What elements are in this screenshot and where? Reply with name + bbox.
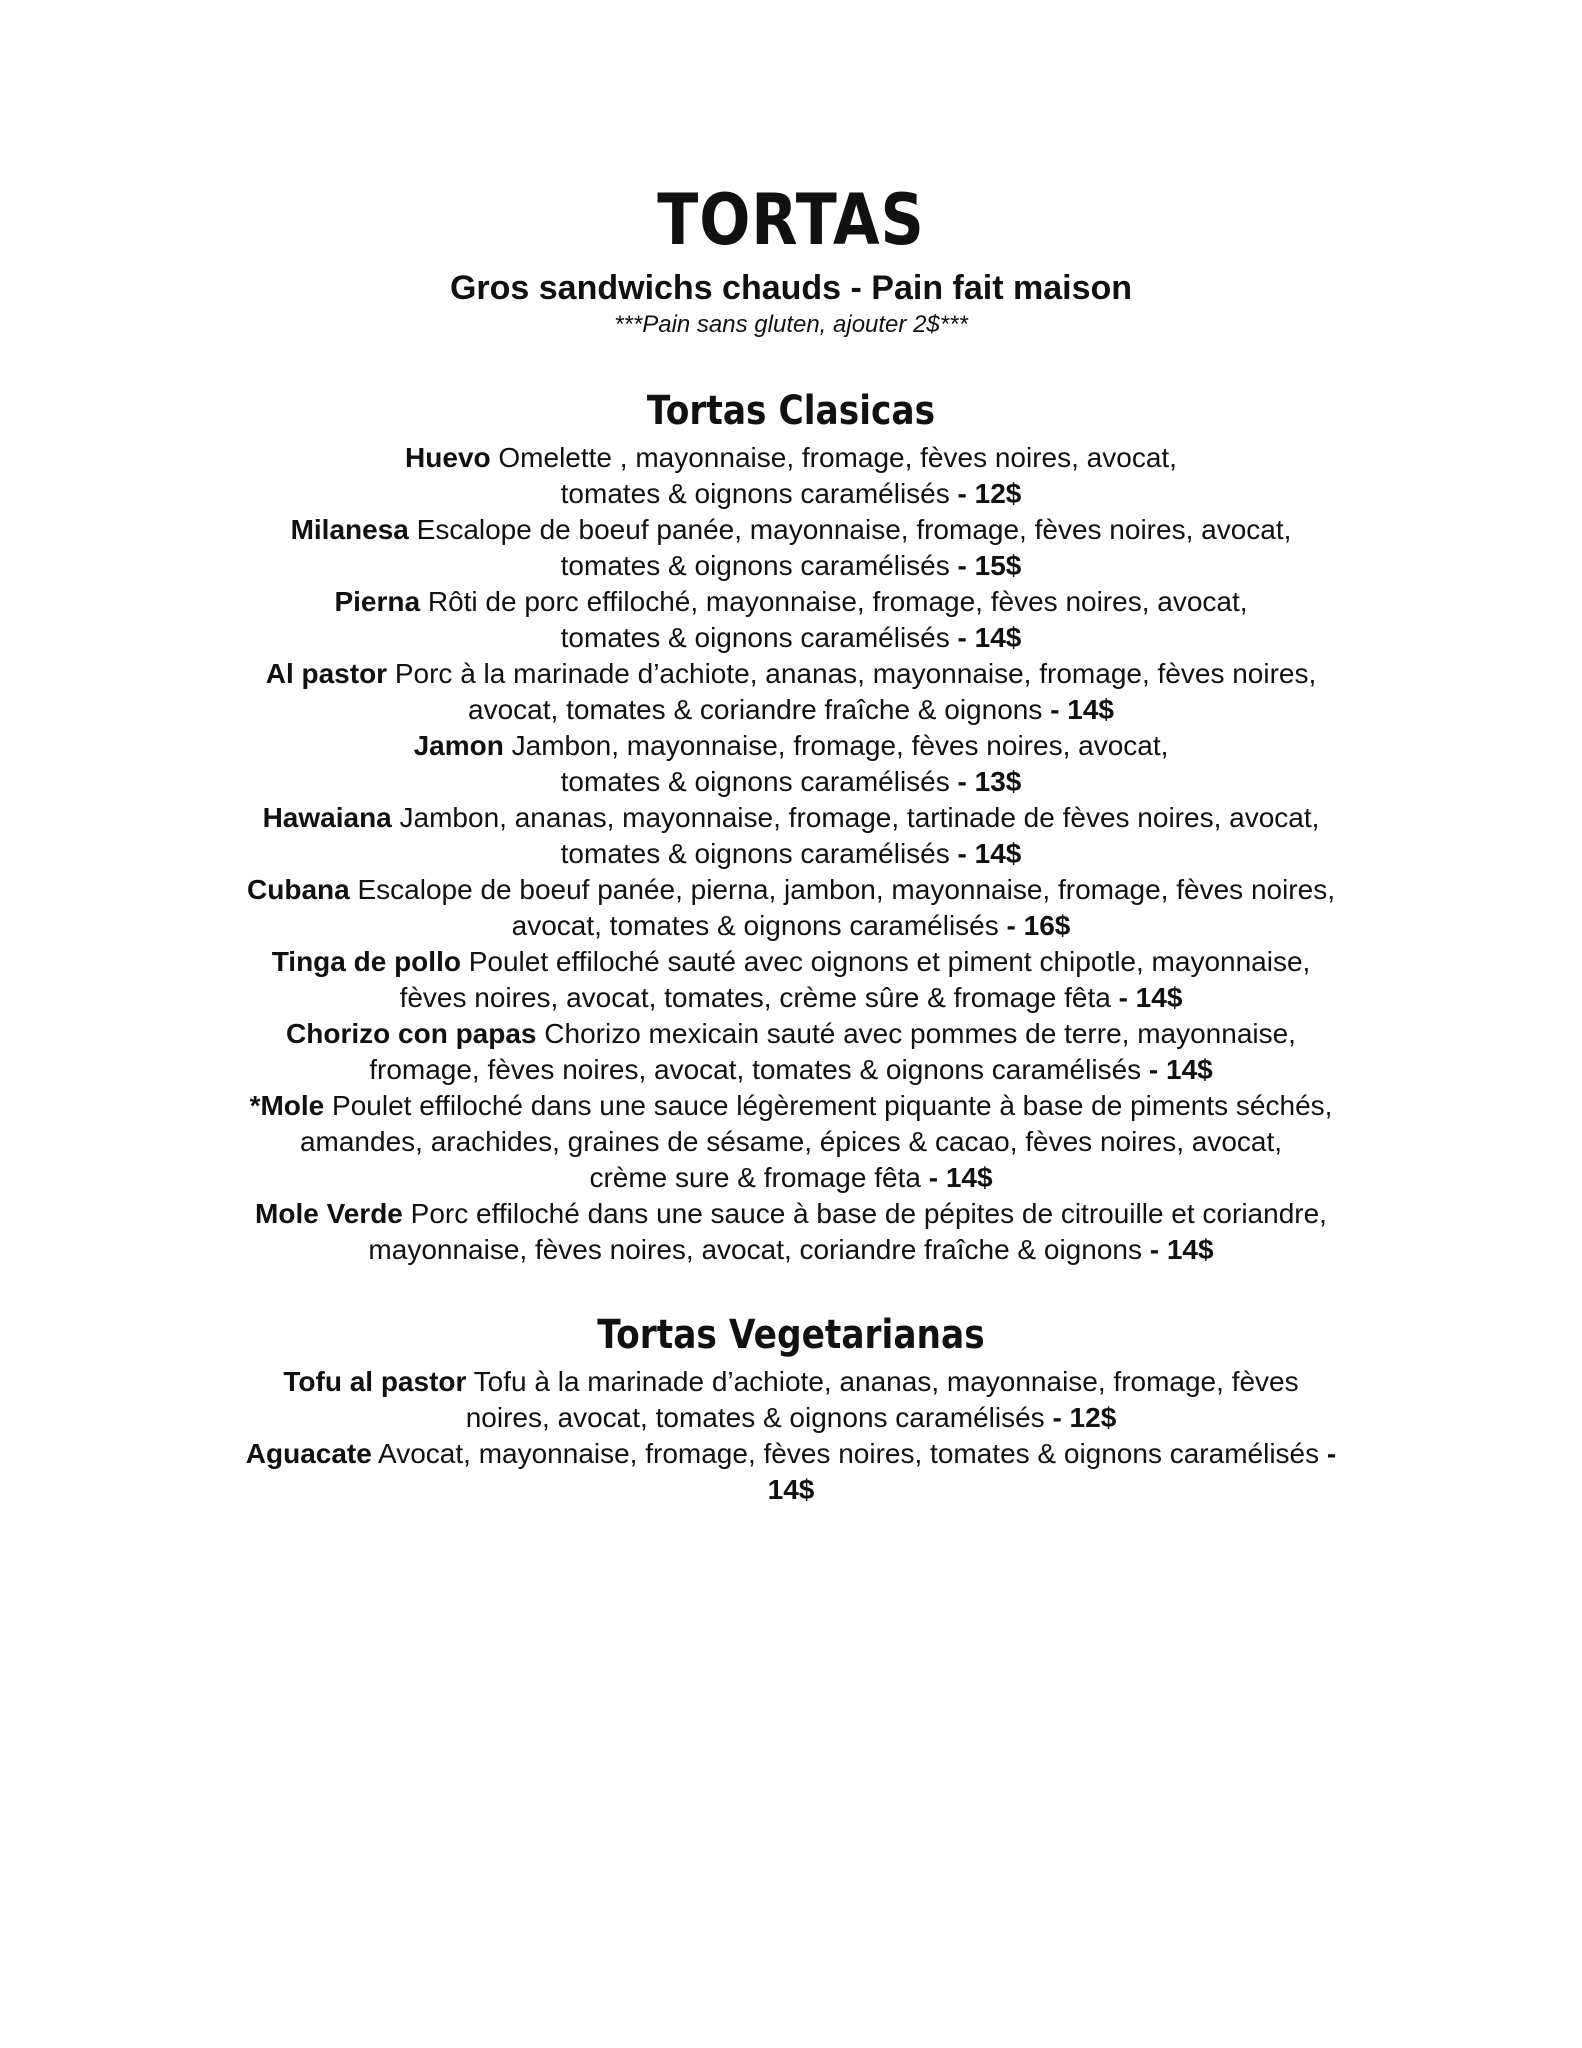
menu-item-description: Poulet effiloché sauté avec oignons et piment chipotle, mayonnaise,	[460, 946, 1311, 977]
menu-item-line	[150, 728, 1432, 764]
menu-item-description: amandes, arachides, graines de sésame, épices & cacao, fèves noires, avocat,	[299, 1126, 1283, 1157]
menu-item-line	[150, 1088, 1432, 1124]
menu-item-name: Jamon	[413, 730, 504, 761]
menu-item-jamon	[150, 728, 1432, 800]
menu-item-line	[150, 1124, 1432, 1160]
menu-item-line	[150, 620, 1432, 656]
menu-item-line	[150, 476, 1432, 512]
menu-item-mole-verde	[150, 1196, 1432, 1268]
menu-item-huevo	[150, 440, 1432, 512]
menu-item-line	[150, 548, 1432, 584]
menu-item-cubana	[150, 872, 1432, 944]
menu-item-hawaiana	[150, 800, 1432, 872]
menu-item-price: - 14$	[949, 838, 1022, 869]
menu-item-line	[150, 836, 1432, 872]
menu-item-name: Hawaiana	[262, 802, 392, 833]
menu-list-tortas-clasicas	[150, 440, 1432, 1268]
menu-item-line	[150, 980, 1432, 1016]
menu-item-price: - 14$	[1141, 1234, 1214, 1265]
menu-item-description: Jambon, ananas, mayonnaise, fromage, tartinade de fèves noires, avocat,	[391, 802, 1320, 833]
menu-item-description: mayonnaise, fèves noires, avocat, coriandre fraîche & oignons	[368, 1234, 1142, 1265]
menu-item-description: Tofu à la marinade d’achiote, ananas, mayonnaise, fromage, fèves	[466, 1366, 1299, 1397]
menu-item-description: noires, avocat, tomates & oignons caramélisés	[465, 1402, 1045, 1433]
menu-item-description: Avocat, mayonnaise, fromage, fèves noires, tomates & oignons caramélisés	[371, 1438, 1320, 1469]
menu-item-description: Jambon, mayonnaise, fromage, fèves noires, avocat,	[503, 730, 1169, 761]
menu-item-description: crème sure & fromage fêta	[589, 1162, 921, 1193]
menu-item-tofu-al-pastor	[150, 1364, 1432, 1436]
menu-item-description: Omelette , mayonnaise, fromage, fèves noires, avocat,	[490, 442, 1177, 473]
menu-item-description: Porc à la marinade d’achiote, ananas, mayonnaise, fromage, fèves noires,	[387, 658, 1317, 689]
section-heading-tortas-vegetarianas: Tortas Vegetarianas	[597, 1312, 985, 1358]
menu-item-price: - 12$	[949, 478, 1022, 509]
menu-item-description: tomates & oignons caramélisés	[560, 622, 950, 653]
menu-item-line	[150, 584, 1432, 620]
menu-item-name: Pierna	[334, 586, 421, 617]
menu-item-description: Porc effiloché dans une sauce à base de pépites de citrouille et coriandre,	[402, 1198, 1327, 1229]
menu-item-line	[150, 944, 1432, 980]
menu-item-al-pastor	[150, 656, 1432, 728]
menu-item-description: Chorizo mexicain sauté avec pommes de terre, mayonnaise,	[536, 1018, 1296, 1049]
menu-item-line	[150, 692, 1432, 728]
menu-item-description: tomates & oignons caramélisés	[560, 550, 950, 581]
menu-item-line	[150, 1196, 1432, 1232]
menu-item-name: Milanesa	[290, 514, 409, 545]
menu-item-line	[150, 1364, 1432, 1400]
menu-item-line	[150, 908, 1432, 944]
menu-item-price: - 14$	[920, 1162, 993, 1193]
menu-item-name: Chorizo con papas	[286, 1018, 537, 1049]
menu-item-line	[150, 1016, 1432, 1052]
menu-item-line	[150, 656, 1432, 692]
menu-item-price: - 12$	[1044, 1402, 1117, 1433]
menu-item-line	[150, 764, 1432, 800]
menu-item-tinga-de-pollo	[150, 944, 1432, 1016]
menu-item-description: fromage, fèves noires, avocat, tomates & oignons caramélisés	[369, 1054, 1142, 1085]
menu-item-name: Mole Verde	[255, 1198, 403, 1229]
menu-item-line	[150, 440, 1432, 476]
menu-item-price: - 14$	[949, 622, 1022, 653]
menu-item-line	[150, 800, 1432, 836]
section-heading-tortas-clasicas: Tortas Clasicas	[646, 388, 936, 434]
page-title: TORTAS	[657, 179, 925, 261]
menu-item-description: fèves noires, avocat, tomates, crème sûre & fromage fêta	[399, 982, 1111, 1013]
menu-item-name: Cubana	[247, 874, 350, 905]
menu-item-line	[150, 1052, 1432, 1088]
gluten-free-note: ***Pain sans gluten, ajouter 2$***	[614, 311, 968, 338]
menu-item-aguacate	[150, 1436, 1432, 1508]
menu-item-price: - 15$	[949, 550, 1022, 581]
menu-item-line	[150, 1436, 1432, 1472]
menu-item-line	[150, 1232, 1432, 1268]
menu-item-description: Rôti de porc effiloché, mayonnaise, fromage, fèves noires, avocat,	[420, 586, 1248, 617]
page-subtitle: Gros sandwichs chauds - Pain fait maison	[449, 269, 1133, 307]
menu-item-description: Escalope de boeuf panée, pierna, jambon, mayonnaise, fromage, fèves noires,	[349, 874, 1335, 905]
menu-item-description: tomates & oignons caramélisés	[560, 838, 950, 869]
menu-item-line	[150, 1160, 1432, 1196]
menu-item-description: Escalope de boeuf panée, mayonnaise, fromage, fèves noires, avocat,	[408, 514, 1292, 545]
menu-item-description: avocat, tomates & oignons caramélisés	[511, 910, 999, 941]
menu-item-mole	[150, 1088, 1432, 1196]
menu-item-name: Al pastor	[265, 658, 388, 689]
menu-item-price: - 16$	[998, 910, 1071, 941]
menu-item-price-separator: -	[1319, 1438, 1337, 1469]
menu-item-price: - 13$	[949, 766, 1022, 797]
menu-item-pierna	[150, 584, 1432, 656]
menu-item-description: tomates & oignons caramélisés	[560, 478, 950, 509]
menu-list-tortas-vegetarianas	[150, 1364, 1432, 1508]
menu-item-name: Aguacate	[245, 1438, 372, 1469]
menu-item-name: Tofu al pastor	[283, 1366, 467, 1397]
menu-item-description: avocat, tomates & coriandre fraîche & oignons	[468, 694, 1043, 725]
menu-item-line	[150, 1400, 1432, 1436]
menu-item-milanesa	[150, 512, 1432, 584]
menu-item-line	[150, 1472, 1432, 1508]
menu-item-description: Poulet effiloché dans une sauce légèrement piquante à base de piments séchés,	[324, 1090, 1333, 1121]
menu-item-line	[150, 512, 1432, 548]
menu-item-price: 14$	[767, 1474, 815, 1505]
menu-item-price: - 14$	[1141, 1054, 1213, 1085]
menu-item-line	[150, 872, 1432, 908]
menu-item-name: *Mole	[249, 1090, 325, 1121]
menu-item-name: Tinga de pollo	[271, 946, 461, 977]
menu-item-description: tomates & oignons caramélisés	[560, 766, 950, 797]
menu-item-chorizo-con-papas	[150, 1016, 1432, 1088]
menu-item-price: - 14$	[1110, 982, 1183, 1013]
menu-item-price: - 14$	[1042, 694, 1114, 725]
menu-item-name: Huevo	[405, 442, 491, 473]
